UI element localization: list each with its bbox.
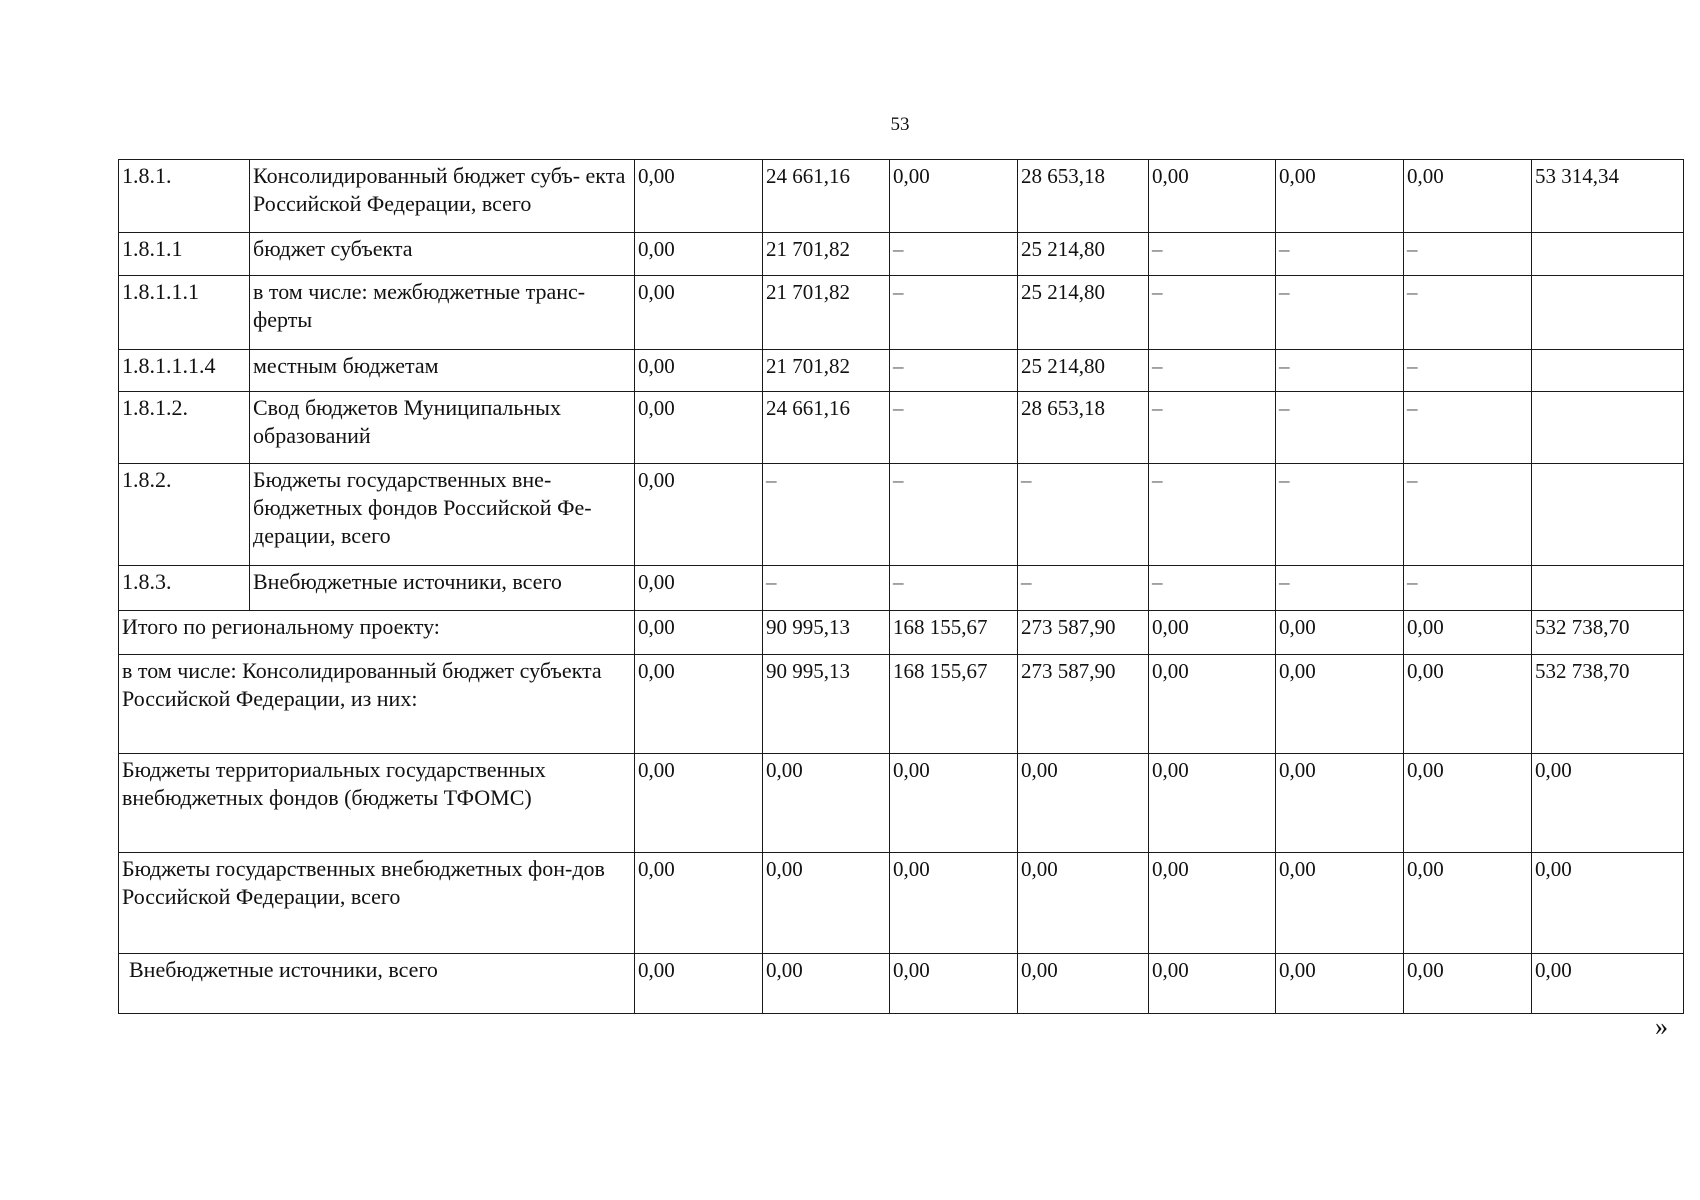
summary-label: Бюджеты территориальных государственных внебюджетных фондов (бюджеты ТФОМС) — [119, 754, 635, 853]
summary-row — [119, 754, 1684, 853]
row-name: Внебюджетные источники, всего — [250, 566, 635, 611]
value-cell: 0,00 — [1149, 754, 1276, 853]
value-cell: 0,00 — [1149, 954, 1276, 1014]
row-code: 1.8.3. — [119, 566, 250, 611]
summary-row — [119, 655, 1684, 754]
value-cell: 0,00 — [1018, 853, 1149, 954]
value-cell: 21 701,82 — [763, 276, 890, 350]
value-cell: – — [1404, 276, 1532, 350]
value-cell: 0,00 — [1149, 611, 1276, 655]
value-cell — [1532, 464, 1684, 566]
value-cell: 168 155,67 — [890, 611, 1018, 655]
value-cell: – — [890, 276, 1018, 350]
summary-row — [119, 853, 1684, 954]
value-cell — [1532, 350, 1684, 392]
value-cell — [1532, 233, 1684, 276]
summary-label: Внебюджетные источники, всего — [119, 954, 635, 1014]
closing-quote: » — [1655, 1012, 1668, 1041]
value-cell: 0,00 — [763, 954, 890, 1014]
row-name: бюджет субъекта — [250, 233, 635, 276]
row-name: в том числе: межбюджетные транс-ферты — [250, 276, 635, 350]
value-cell: 0,00 — [635, 611, 763, 655]
value-cell: 25 214,80 — [1018, 350, 1149, 392]
value-cell: 21 701,82 — [763, 350, 890, 392]
value-cell: 0,00 — [1404, 160, 1532, 233]
value-cell: 0,00 — [1404, 655, 1532, 754]
value-cell — [1532, 566, 1684, 611]
row-name: Консолидированный бюджет субъ- екта Российской Федерации, всего — [250, 160, 635, 233]
row-code: 1.8.2. — [119, 464, 250, 566]
value-cell: 0,00 — [1276, 611, 1404, 655]
value-cell: – — [890, 392, 1018, 464]
value-cell: 0,00 — [763, 754, 890, 853]
value-cell: – — [1149, 566, 1276, 611]
table-row — [119, 464, 1684, 566]
value-cell: 0,00 — [1276, 160, 1404, 233]
summary-row — [119, 954, 1684, 1014]
value-cell: 532 738,70 — [1532, 611, 1684, 655]
table-row — [119, 276, 1684, 350]
value-cell: 28 653,18 — [1018, 392, 1149, 464]
table-row — [119, 350, 1684, 392]
value-cell: 53 314,34 — [1532, 160, 1684, 233]
value-cell: – — [763, 566, 890, 611]
value-cell: 0,00 — [1018, 754, 1149, 853]
budget-table — [118, 159, 1684, 1014]
value-cell: 0,00 — [1149, 160, 1276, 233]
row-code: 1.8.1.1.1.4 — [119, 350, 250, 392]
value-cell: – — [1404, 566, 1532, 611]
value-cell: 0,00 — [1018, 954, 1149, 1014]
table-row — [119, 233, 1684, 276]
value-cell: – — [1276, 392, 1404, 464]
value-cell: – — [890, 566, 1018, 611]
value-cell — [1532, 392, 1684, 464]
value-cell: 0,00 — [635, 566, 763, 611]
table-row — [119, 566, 1684, 611]
value-cell: 28 653,18 — [1018, 160, 1149, 233]
row-name: местным бюджетам — [250, 350, 635, 392]
value-cell: 0,00 — [1276, 754, 1404, 853]
value-cell: 25 214,80 — [1018, 233, 1149, 276]
value-cell: 0,00 — [1532, 754, 1684, 853]
value-cell — [1532, 276, 1684, 350]
row-name: Бюджеты государственных вне-бюджетных фондов Российской Фе-дерации, всего — [250, 464, 635, 566]
summary-label: Бюджеты государственных внебюджетных фон-дов Российской Федерации, всего — [119, 853, 635, 954]
value-cell: 0,00 — [635, 350, 763, 392]
value-cell: – — [1276, 464, 1404, 566]
row-code: 1.8.1.2. — [119, 392, 250, 464]
value-cell: – — [1276, 350, 1404, 392]
value-cell: – — [1404, 233, 1532, 276]
value-cell: 0,00 — [635, 754, 763, 853]
table-body — [119, 160, 1684, 1014]
value-cell: – — [1276, 276, 1404, 350]
value-cell: 0,00 — [1276, 954, 1404, 1014]
value-cell: 0,00 — [890, 954, 1018, 1014]
value-cell: 21 701,82 — [763, 233, 890, 276]
value-cell: – — [1276, 233, 1404, 276]
value-cell: 0,00 — [635, 233, 763, 276]
value-cell: 0,00 — [635, 954, 763, 1014]
value-cell: – — [1149, 464, 1276, 566]
value-cell: 24 661,16 — [763, 160, 890, 233]
value-cell: 24 661,16 — [763, 392, 890, 464]
summary-row — [119, 611, 1684, 655]
value-cell: 0,00 — [635, 655, 763, 754]
value-cell: 0,00 — [890, 853, 1018, 954]
value-cell: 0,00 — [1404, 754, 1532, 853]
value-cell: – — [763, 464, 890, 566]
value-cell: 25 214,80 — [1018, 276, 1149, 350]
value-cell: 0,00 — [635, 853, 763, 954]
table-row — [119, 392, 1684, 464]
value-cell: 0,00 — [635, 160, 763, 233]
value-cell: – — [1404, 464, 1532, 566]
value-cell: – — [1149, 350, 1276, 392]
row-name: Свод бюджетов Муниципальных образований — [250, 392, 635, 464]
value-cell: 0,00 — [890, 754, 1018, 853]
value-cell: 273 587,90 — [1018, 611, 1149, 655]
summary-label: Итого по региональному проекту: — [119, 611, 635, 655]
value-cell: – — [1018, 464, 1149, 566]
value-cell: – — [1149, 276, 1276, 350]
value-cell: – — [1149, 233, 1276, 276]
value-cell: 0,00 — [1404, 954, 1532, 1014]
value-cell: – — [1404, 392, 1532, 464]
value-cell: – — [1404, 350, 1532, 392]
value-cell: 0,00 — [635, 464, 763, 566]
value-cell: – — [1276, 566, 1404, 611]
value-cell: 0,00 — [1532, 954, 1684, 1014]
value-cell: 90 995,13 — [763, 655, 890, 754]
row-code: 1.8.1.1 — [119, 233, 250, 276]
value-cell: 0,00 — [1149, 655, 1276, 754]
value-cell: – — [890, 464, 1018, 566]
page-number: 53 — [890, 114, 910, 135]
value-cell: – — [1018, 566, 1149, 611]
value-cell: 0,00 — [1276, 655, 1404, 754]
value-cell: – — [890, 350, 1018, 392]
value-cell: 0,00 — [635, 276, 763, 350]
row-code: 1.8.1. — [119, 160, 250, 233]
value-cell: 273 587,90 — [1018, 655, 1149, 754]
row-code: 1.8.1.1.1 — [119, 276, 250, 350]
value-cell: 0,00 — [635, 392, 763, 464]
summary-label: в том числе: Консолидированный бюджет субъекта Российской Федерации, из них: — [119, 655, 635, 754]
value-cell: – — [890, 233, 1018, 276]
value-cell: 90 995,13 — [763, 611, 890, 655]
value-cell: 0,00 — [1404, 853, 1532, 954]
table-row — [119, 160, 1684, 233]
value-cell: 0,00 — [890, 160, 1018, 233]
value-cell: 0,00 — [1149, 853, 1276, 954]
value-cell: 168 155,67 — [890, 655, 1018, 754]
value-cell: – — [1149, 392, 1276, 464]
value-cell: 0,00 — [763, 853, 890, 954]
value-cell: 0,00 — [1276, 853, 1404, 954]
value-cell: 532 738,70 — [1532, 655, 1684, 754]
value-cell: 0,00 — [1532, 853, 1684, 954]
value-cell: 0,00 — [1404, 611, 1532, 655]
